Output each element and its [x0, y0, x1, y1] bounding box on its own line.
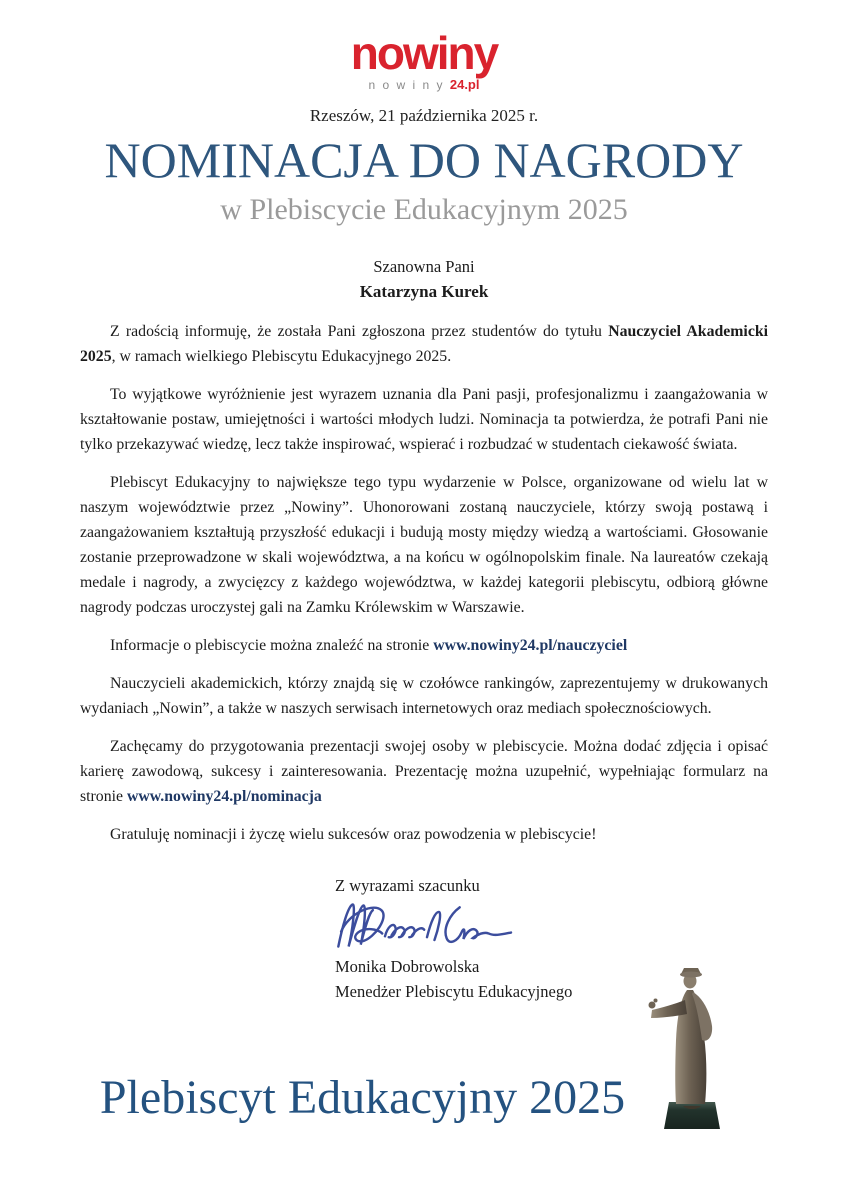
nowiny-logo-subline-text: n o w i n y: [368, 78, 450, 92]
paragraph-text: Nauczyciel Akademicki 2025: [80, 322, 769, 365]
paragraph-text: Zachęcamy do przygotowania prezentacji swojej osoby w plebiscycie. Można dodać zdjęcia i opisać karierę zawodową, sukcesy i zainteresowania. Prezentację można uzupełnić, wypełniając formularz na stronie: [80, 737, 768, 805]
signer-title: Menedżer Plebiscytu Edukacyjnego: [335, 981, 573, 1001]
paragraph-text: Plebiscyt Edukacyjny to największe tego typu wydarzenie w Polsce, organizowane od wielu lat w naszym województwie przez „Nowiny”. Uhonorowani zostaną nauczyciele, którzy swoją postawą i zaangażowaniem kształtują przyszłość edukacji i budują mosty między wiedzą a wartościami. Głosowanie zostanie przeprowadzone w skali województwa, a na końcu w ogólnopolskim finale. Na laureatów czekają medale i nagrody, a zwycięzcy z każdego województwa, w każdej kategorii plebiscytu, odbiorą główne nagrody podczas uroczystej gali na Zamku Królewskim w Warszawie.: [80, 473, 768, 616]
letter-paragraph: [80, 633, 768, 658]
date-line: Rzeszów, 21 października 2025 r.: [309, 106, 539, 125]
nowiny-logo-wordmark: nowiny: [350, 27, 498, 79]
signature-scribble-icon: [327, 898, 527, 954]
award-statuette-image: [645, 964, 730, 1134]
closing-phrase: Z wyrazami szacunku: [335, 875, 480, 895]
paragraph-text: Z radością informuję, że została Pani zgłoszona przez studentów do tytułu: [110, 322, 609, 340]
nowiny-logo-subline-suffix: 24.pl: [449, 77, 480, 92]
letter-paragraph: [80, 319, 768, 369]
signature-image: [327, 898, 768, 954]
paragraph-text: Informacje o plebiscycie można znaleźć na stronie: [110, 636, 434, 654]
letter-paragraph: [80, 822, 768, 847]
paragraph-text: Nauczycieli akademickich, którzy znajdą się w czołówce rankingów, zaprezentujemy w drukowanych wydaniach „Nowin”, a także w naszych serwisach internetowych oraz mediach społecznościowych.: [80, 674, 768, 717]
paragraph-text: Gratuluję nominacji i życzę wielu sukcesów oraz powodzenia w plebiscycie!: [110, 825, 597, 843]
salutation-line: Szanowna Pani: [373, 256, 475, 276]
letter-paragraph: [80, 671, 768, 721]
link-url[interactable]: www.nowiny24.pl/nominacja: [126, 787, 322, 805]
link-url[interactable]: www.nowiny24.pl/nauczyciel: [433, 636, 628, 654]
nowiny-logo-subline: [80, 78, 768, 91]
letter-paragraph: [80, 382, 768, 457]
statuette-icon: [645, 964, 730, 1134]
letter-body: [80, 319, 768, 847]
signer-name: Monika Dobrowolska: [335, 956, 480, 976]
letter-subtitle: w Plebiscycie Edukacyjnym 2025: [220, 192, 628, 226]
paragraph-text: , w ramach wielkiego Plebiscytu Edukacyjnego 2025.: [111, 347, 452, 365]
footer-title: Plebiscyt Edukacyjny 2025: [99, 1071, 626, 1124]
letter-title: NOMINACJA DO NAGRODY: [104, 132, 744, 188]
salutation: [80, 254, 768, 304]
nowiny-logo: [80, 0, 768, 91]
letter-paragraph: [80, 470, 768, 620]
letter-paragraph: [80, 734, 768, 809]
recipient-name: Katarzyna Kurek: [359, 281, 489, 301]
paragraph-text: To wyjątkowe wyróżnienie jest wyrazem uznania dla Pani pasji, profesjonalizmu i zaangażowania w kształtowanie postaw, umiejętności i wartości młodych ludzi. Nominacja ta potwierdza, że potrafi Pani nie tylko przekazywać wiedzę, lecz także inspirować, wspierać i rozbudzać w studentach ciekawość świata.: [80, 385, 768, 453]
